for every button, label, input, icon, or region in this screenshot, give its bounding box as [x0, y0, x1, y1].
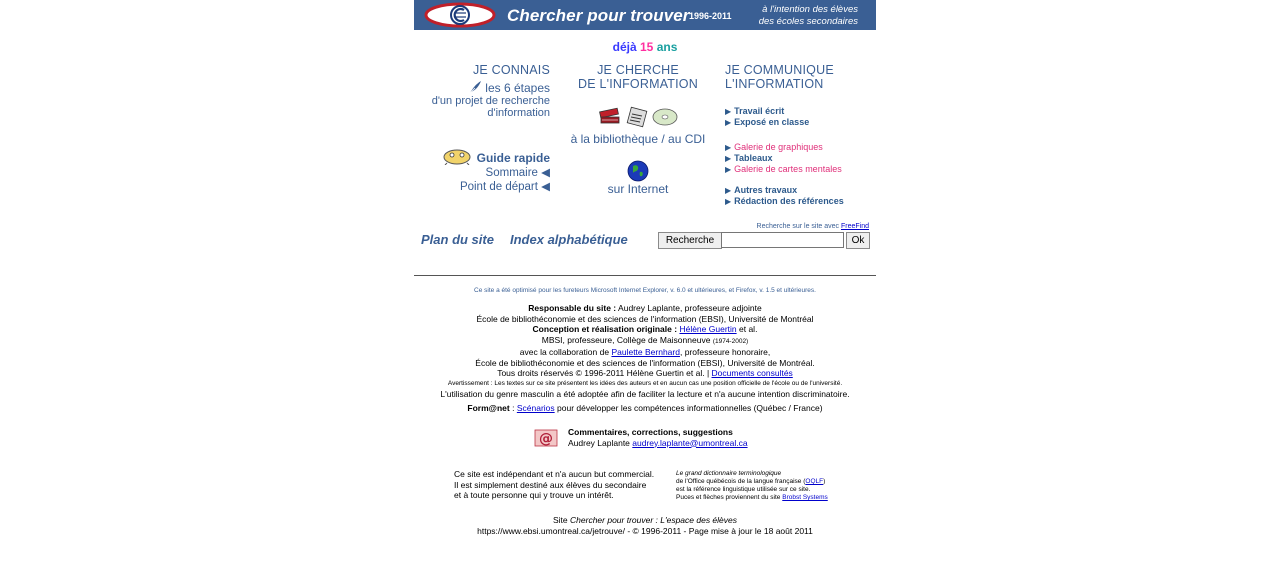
dict-line-3: est la référence linguistique utilisée sur ce site.: [676, 486, 811, 493]
sommaire-link[interactable]: Sommaire ◀: [485, 167, 550, 179]
library-icons[interactable]: [564, 106, 712, 128]
travail-ecrit-link[interactable]: ▶ Travail écrit: [725, 106, 785, 116]
dict-line-1: Le grand dictionnaire terminologique: [676, 470, 782, 477]
comments-title: Commentaires, corrections, suggestions: [568, 427, 733, 437]
books-icon: [598, 106, 622, 128]
search-note: [757, 223, 869, 230]
resp-line: Responsable du site : Audrey Laplante, professeure adjointe: [528, 303, 762, 313]
quill-icon: [468, 80, 482, 94]
documents-link[interactable]: Documents consultés: [711, 368, 793, 378]
tableaux-link[interactable]: ▶ Tableaux: [725, 153, 773, 163]
at-mail-icon[interactable]: [534, 428, 560, 448]
steps-desc-1: d'un projet de recherche: [431, 95, 550, 107]
anniversary-badge: [414, 40, 876, 54]
expose-link[interactable]: ▶ Exposé en classe: [725, 117, 810, 127]
indep-line-2: Il est simplement destiné aux élèves du secondaire: [454, 479, 647, 490]
site-name-line: Site Chercher pour trouver : L'espace des élèves: [552, 515, 738, 525]
index-alphabetique-link[interactable]: Index alphabétique: [510, 232, 628, 247]
anniversary-word-3: ans: [656, 40, 678, 54]
guide-character-icon: [441, 149, 473, 165]
collab-line: avec la collaboration de Paulette Bernhard, professeure honoraire,: [519, 347, 771, 357]
search-input[interactable]: [721, 232, 844, 248]
mbsi-line: MBSI, professeure, Collège de Maisonneuve (1974-2002): [541, 334, 749, 345]
column-cherche: [564, 63, 712, 196]
email-link[interactable]: audrey.laplante@umontreal.ca: [632, 437, 748, 448]
search-note-text: Recherche sur le site avec: [756, 223, 840, 230]
galerie-cartes-link[interactable]: ▶ Galerie de cartes mentales: [725, 164, 842, 174]
galerie-graphiques-link[interactable]: ▶ Galerie de graphiques: [725, 142, 823, 152]
site-footer: [414, 515, 876, 536]
ebsi-line-1: École de bibliothéconomie et des sciences de l'information (EBSI), Université de Montréal: [476, 313, 814, 324]
connais-heading: JE CONNAIS: [472, 63, 550, 77]
internet-link[interactable]: sur Internet: [607, 182, 669, 196]
cherche-heading-1: JE CHERCHE: [597, 63, 679, 77]
concept-line: Conception et réalisation originale : Hélène Guertin et al.: [532, 324, 758, 334]
guertin-link[interactable]: Hélène Guertin: [679, 324, 737, 334]
oqlf-link[interactable]: OQLF: [805, 478, 824, 485]
cd-icon: [652, 106, 678, 128]
guide-link-row[interactable]: [414, 149, 550, 165]
warning-line: Avertissement : Les textes sur ce site présentent les idées des auteurs et en aucun cas une position officielle de l'école ou de l'université.: [447, 379, 843, 387]
ebsi-line-2: École de bibliothéconomie et des sciences de l'information (EBSI), Université de Montréal.: [475, 357, 815, 368]
globe-icon-wrap[interactable]: [564, 160, 712, 182]
redaction-references-link[interactable]: ▶ Rédaction des références: [725, 196, 844, 206]
dict-line-4: Puces et flèches proviennent du site Brobst Systems: [676, 494, 828, 501]
cherche-heading-2: DE L'INFORMATION: [578, 77, 698, 91]
newspaper-icon: [625, 106, 649, 128]
svg-text:@: @: [539, 431, 553, 447]
eye-logo-icon: [424, 2, 496, 28]
header-banner[interactable]: [414, 0, 876, 30]
site-audience: [759, 4, 858, 28]
independence-note: [454, 469, 654, 501]
indep-line-3: et à toute personne qui y trouve un intérêt.: [454, 490, 614, 500]
bernhard-link[interactable]: Paulette Bernhard: [611, 347, 680, 357]
brobst-link[interactable]: Brobst Systems: [782, 494, 828, 501]
library-link[interactable]: à la bibliothèque / au CDI: [570, 132, 706, 146]
formnet-line: Form@net : Scénarios pour développer les compétences informationnelles (Québec / France): [467, 403, 823, 413]
site-title: Chercher pour trouver: [507, 6, 690, 25]
search-button[interactable]: Recherche: [658, 232, 722, 249]
dictionary-note: [676, 470, 828, 502]
indep-line-1: Ce site est indépendant et n'a aucun but commercial.: [454, 469, 655, 479]
steps-link-row[interactable]: [414, 80, 550, 95]
anniversary-word-2: 15: [639, 40, 654, 54]
ok-button[interactable]: Ok: [846, 232, 870, 249]
dict-line-2: de l'Office québécois de la langue française (OQLF): [676, 478, 826, 485]
globe-icon: [627, 160, 649, 182]
comments-contact: Audrey Laplante audrey.laplante@umontreal.ca: [568, 437, 748, 448]
guide-rapide-link[interactable]: Guide rapide: [476, 151, 550, 165]
point-depart-link[interactable]: Point de départ ◀: [459, 181, 550, 193]
credits-block: [414, 303, 876, 400]
browser-note: Ce site a été optimisé pour les fureteurs Microsoft Internet Explorer, v. 6.0 et ultérieures, et Firefox, v. 1.5 et ultérieures.: [474, 287, 816, 294]
communique-heading-2: L'INFORMATION: [725, 77, 824, 91]
url-update-line: https://www.ebsi.umontreal.ca/jetrouve/ - © 1996-2011 - Page mise à jour le 18 août 2011: [477, 525, 813, 536]
steps-link[interactable]: les 6 étapes: [485, 81, 550, 95]
gender-line: L'utilisation du genre masculin a été adoptée afin de faciliter la lecture et n'a aucune intention discriminatoire.: [440, 389, 850, 399]
anniversary-word-1: déjà: [612, 40, 637, 54]
divider: [414, 275, 876, 276]
audience-line-1: à l'intention des élèves: [762, 4, 858, 15]
audience-line-2: des écoles secondaires: [758, 16, 858, 27]
site-years: 1996-2011: [689, 11, 732, 21]
freefind-link[interactable]: FreeFind: [840, 223, 869, 230]
column-communique: [725, 63, 873, 207]
communique-heading-1: JE COMMUNIQUE: [725, 63, 834, 77]
scenarios-link[interactable]: Scénarios: [516, 403, 555, 413]
rights-line: Tous droits réservés © 1996-2011 Hélène Guertin et al. | Documents consultés: [497, 368, 793, 378]
plan-du-site-link[interactable]: Plan du site: [421, 232, 494, 247]
steps-desc-2: d'information: [487, 107, 550, 119]
page: [414, 0, 876, 572]
column-connais: [414, 63, 550, 193]
autres-travaux-link[interactable]: ▶ Autres travaux: [725, 185, 798, 195]
